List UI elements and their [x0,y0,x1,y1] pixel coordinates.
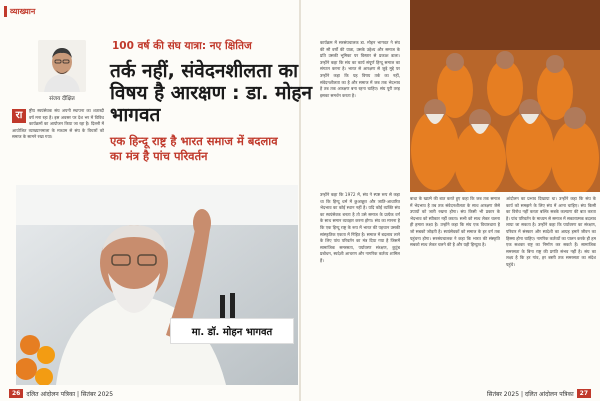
right-page-number: 27 [577,389,591,398]
right-column-2: आंदोलन का प्रभाव दिखाया था। उन्होंने कहा कि संघ के कार्य को समझने के लिए संघ में आना चाहिए। संघ किसी का विरोध नहीं करता बल्कि सबके कल्याण की बात करता है। पांच परिवर्तन के माध्यम से समाज में सकारात्मक बदलाव लाया जा सकता है। उन्होंने कहा कि पर्यावरण का संरक्षण, परिवार में संस्कार और स्वदेशी का आग्रह हमारे जीवन का हिस्सा होना चाहिए। नागरिक कर्तव्यों का पालन करके ही हम एक सशक्त राष्ट्र का निर्माण कर सकते हैं। सामाजिक समरसता के बिना राष्ट्र की प्रगति संभव नहीं है। संघ का लक्ष्य है कि हर गांव, हर बस्ती तक समरसता का संदेश पहुंचे। [506,196,596,267]
article-column-2: कार्यक्रम में सरसंघचालक डा. मोहन भागवत ने संघ की सौ वर्षों की यात्रा, उसके उद्देश्य और समाज के प्रति उसकी भूमिका पर विस्तार से प्रकाश डाला। उन्होंने कहा कि संघ का कार्य संपूर्ण हिन्दू समाज का संगठन करना है। भारत से आरक्षण से जुड़े मुद्दे पर उन्होंने कहा कि यह विषय तर्क का नहीं, संवेदनशीलता का है और समाज में जब तक भेदभाव है तब तक आरक्षण बना रहना चाहिए। संघ पूरी तरह इसका समर्थन करता है। [320,40,400,98]
article-column-3: उन्होंने कहा कि 1972 में, संघ ने स्पष्ट रूप से कहा था कि हिन्दू धर्म में छुआछूत और जाति-आधारित भेदभाव का कोई स्थान नहीं है। यदि कोई व्यक्ति संघ का स्वयंसेवक बनता है तो उसे समाज के प्रत्येक वर्ग के साथ समान व्यवहार करना होगा। संघ का मानना है कि एक हिन्दू राष्ट्र के रूप में भारत की पहचान उसकी सांस्कृतिक एकता में निहित है। समाज में बदलाव लाने के लिए पांच परिवर्तन का मंत्र दिया गया है जिसमें सामाजिक समरसता, पर्यावरण संरक्षण, कुटुंब प्रबोधन, स्वदेशी आचरण और नागरिक कर्तव्य शामिल हैं। [320,192,400,263]
sadhus-audience-photo [410,0,600,192]
article-deck: एक हिन्दू राष्ट्र है भारत समाज में बदलाव का मंत्र है पांच परिवर्तन [110,134,278,163]
section-label: व्याख्यान [10,6,36,16]
article-headline: तर्क नहीं, संवेदनशीलता का विषय है आरक्षण : डा. मोहन भागवत [110,60,313,126]
right-column-1: बाधा के खात्मे की बात करते हुए कहा कि जब तक समाज में भेदभाव है तब तक संवेदनशीलता के साथ आरक्षण जैसे उपायों को जारी रखना होगा। संघ किसी भी प्रकार के भेदभाव को स्वीकार नहीं करता। सभी को साथ लेकर चलना ही हमारा लक्ष्य है। उन्होंने कहा कि संघ एक विचारधारा है जो सबको जोड़ती है। स्वयंसेवकों को समाज के हर वर्ग तक पहुंचना होगा। सरसंघचालक ने कहा कि भारत की संस्कृति सबको साथ लेकर चलने की है और यही हिन्दुत्व है। [410,196,500,248]
article-column-1: रा ष्ट्रीय स्वयंसेवक संघ अपनी स्थापना का शताब्दी वर्ष मना रहा है। इस अवसर पर देश भर में विविध कार्यक्रमों का आयोजन किया जा रहा है। दिल्ली में आयोजित व्याख्यानमाला के माध्यम से संघ के विचारों को समाज के सामने रखा गया। [12,108,104,140]
left-page-number: 26 [9,389,23,398]
right-footer-text: सितंबर 2025 | दलित आंदोलन पत्रिका [486,390,574,398]
section-tag [4,4,35,18]
photo-caption: मा. डॉ. मोहन भागवत [170,318,294,344]
left-footer-text: दलित आंदोलन पत्रिका | सितंबर 2025 [26,390,114,398]
mohan-bhagwat-photo [16,185,298,385]
right-footer [487,386,594,401]
article-kicker: 100 वर्ष की संघ यात्रा: नए क्षितिज [112,40,252,52]
left-footer [6,386,113,401]
drop-cap: रा [12,109,26,123]
author-name: संजय दीक्षित [49,96,75,102]
author-photo [38,40,86,92]
